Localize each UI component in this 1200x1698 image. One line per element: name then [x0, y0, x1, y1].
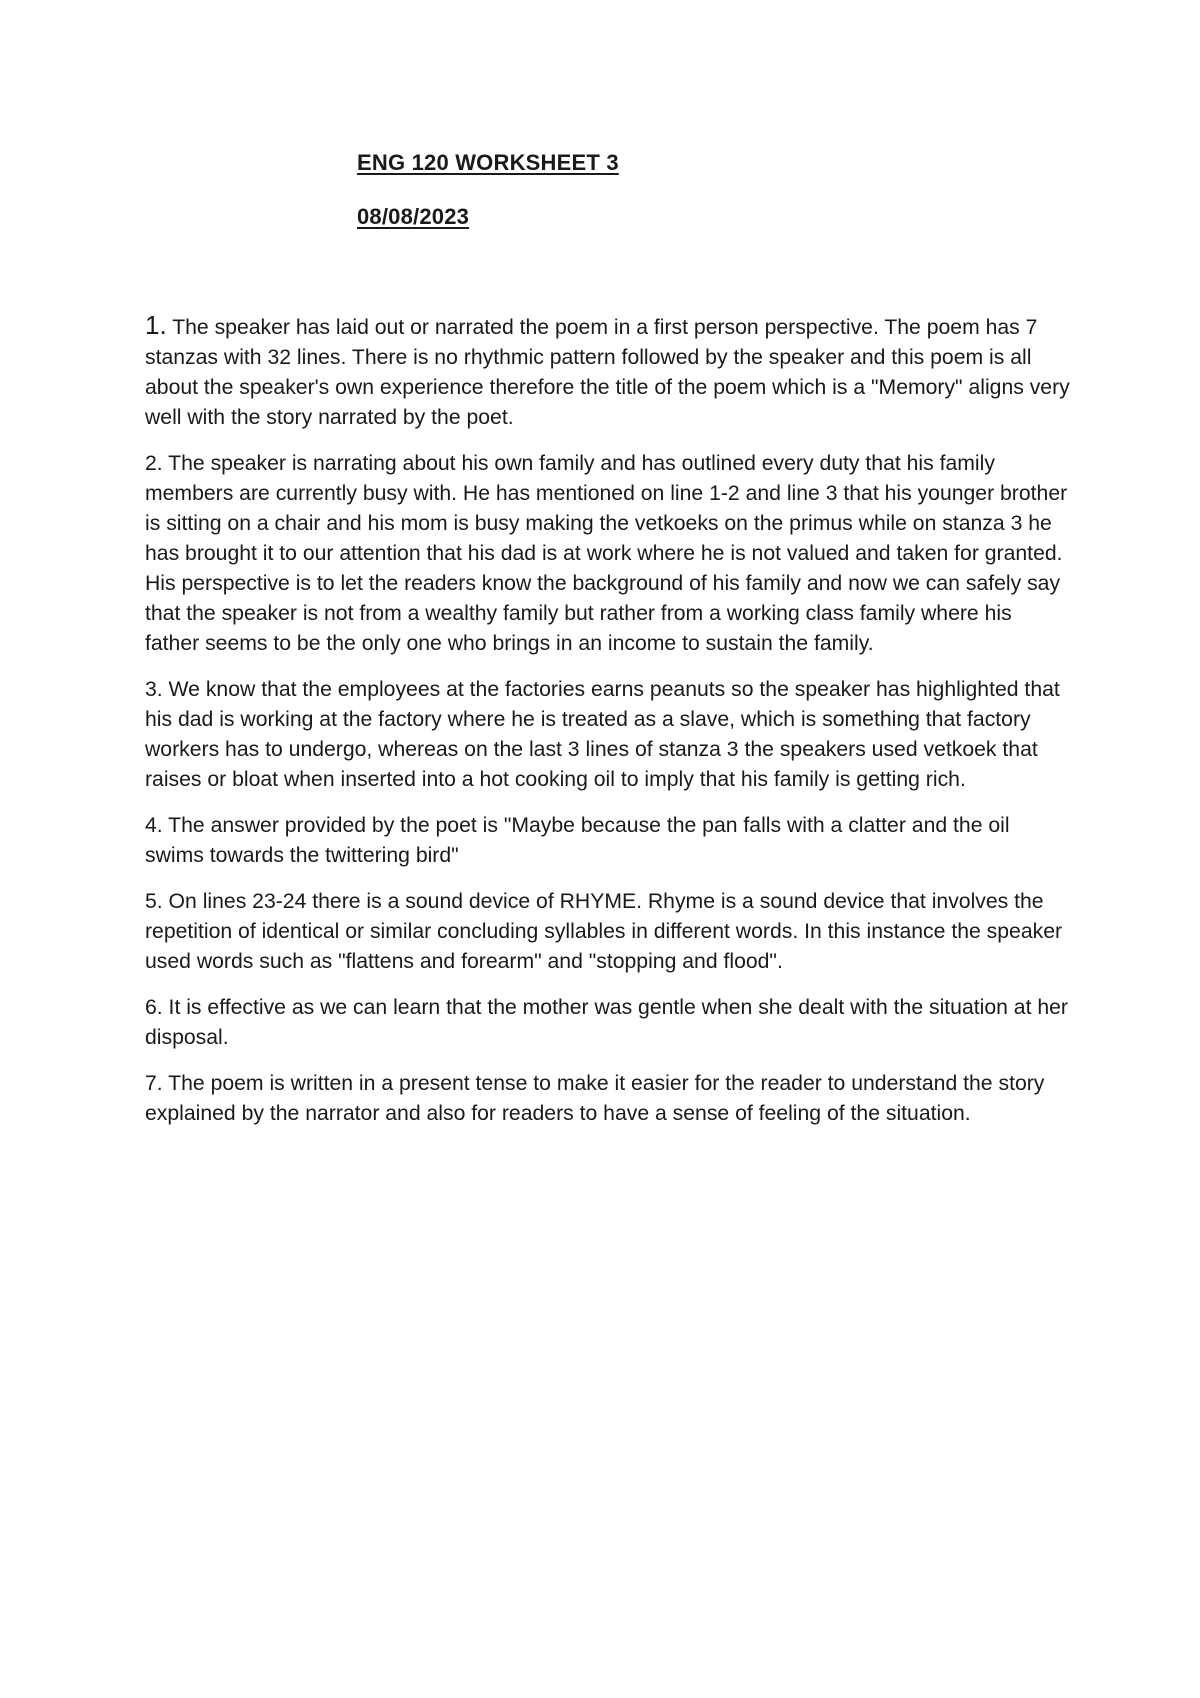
answer-number: 4.	[145, 814, 163, 837]
worksheet-title: ENG 120 WORKSHEET 3	[357, 150, 619, 175]
answer-text: On lines 23-24 there is a sound device of RHYME. Rhyme is a sound device that involves the repetition of identical or similar concluding syllables in different words. In this instance the speaker used words such as "flattens and forearm" and "stopping and flood".	[145, 890, 1063, 973]
answers-list	[145, 310, 1070, 1145]
answer-4	[145, 811, 1070, 871]
answer-text: We know that the employees at the factories earns peanuts so the speaker has highlighted that his dad is working at the factory where he is treated as a slave, which is something that factory workers has to undergo, whereas on the last 3 lines of stanza 3 the speakers used vetkoek that raises or bloat when inserted into a hot cooking oil to imply that his family is getting rich.	[145, 678, 1060, 791]
answer-text: The poem is written in a present tense to make it easier for the reader to understand the story explained by the narrator and also for readers to have a sense of feeling of the situation.	[145, 1072, 1045, 1125]
answer-text: It is effective as we can learn that the mother was gentle when she dealt with the situation at her disposal.	[145, 996, 1068, 1049]
worksheet-date: 08/08/2023	[357, 204, 470, 229]
answer-6	[145, 993, 1070, 1053]
answer-number: 2.	[145, 452, 163, 475]
answer-7	[145, 1069, 1070, 1129]
answer-number: 1.	[145, 310, 167, 340]
answer-2	[145, 449, 1070, 659]
answer-text: The speaker is narrating about his own family and has outlined every duty that his family members are currently busy with. He has mentioned on line 1-2 and line 3 that his younger brother is sitting on a chair and his mom is busy making the vetkoeks on the primus while on stanza 3 he has brought it to our attention that his dad is at work where he is not valued and taken for granted. His perspective is to let the readers know the background of his family and now we can safely say that the speaker is not from a wealthy family but rather from a working class family where his father seems to be the only one who brings in an income to sustain the family.	[145, 452, 1068, 655]
answer-5	[145, 887, 1070, 977]
answer-1	[145, 310, 1070, 433]
answer-text: The answer provided by the poet is "Maybe because the pan falls with a clatter and the oil swims towards the twittering bird"	[145, 814, 1010, 867]
answer-text: The speaker has laid out or narrated the poem in a first person perspective. The poem has 7 stanzas with 32 lines. There is no rhythmic pattern followed by the speaker and this poem is all about the speaker's own experience therefore the title of the poem which is a "Memory" aligns very well with the story narrated by the poet.	[145, 316, 1070, 429]
answer-number: 6.	[145, 996, 163, 1019]
answer-number: 5.	[145, 890, 163, 913]
answer-number: 7.	[145, 1072, 163, 1095]
answer-3	[145, 675, 1070, 795]
answer-number: 3.	[145, 678, 163, 701]
